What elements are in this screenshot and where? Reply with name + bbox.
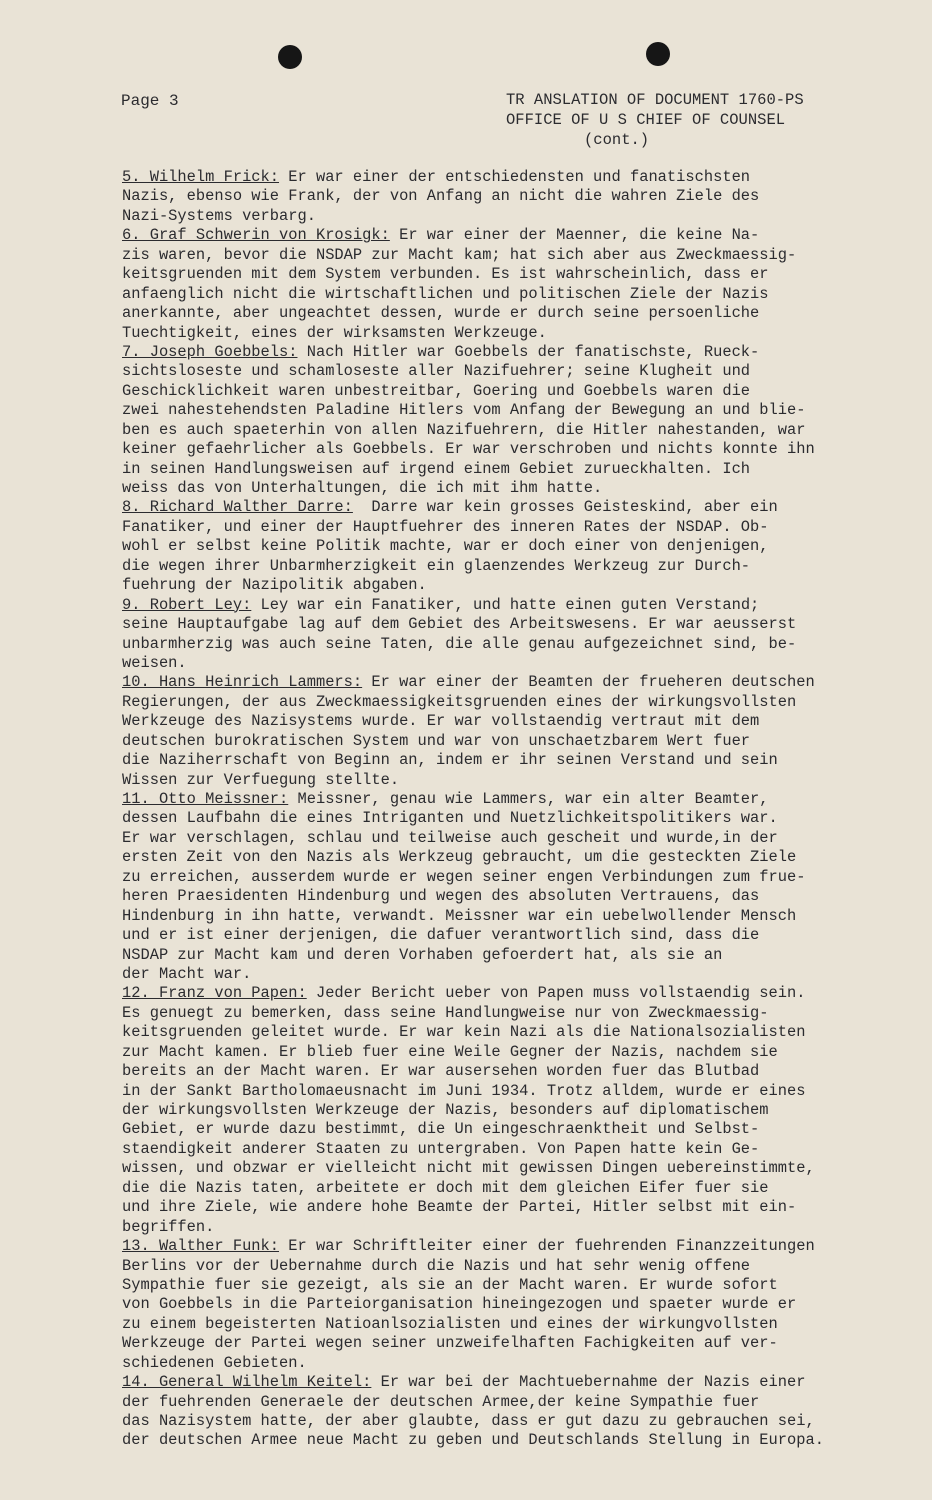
text-segment: Werkzeuge der Partei wegen seiner unzweifelhaften Fachigkeiten auf ver- [122,1334,778,1353]
text-line [122,615,862,634]
text-segment: Darre war kein grosses Geisteskind, aber ein [352,498,778,517]
text-line [122,829,862,848]
text-line [122,246,862,265]
text-line [122,537,862,556]
text-line [122,809,862,828]
text-line [122,1120,862,1139]
text-line [122,848,862,867]
text-line [122,421,862,440]
text-line [122,1140,862,1159]
text-line [122,226,862,245]
text-segment: der Macht war. [122,964,252,983]
text-segment: der deutschen Armee neue Macht zu geben und Deutschlands Stellung in Europa. [122,1431,824,1450]
text-segment: der fuehrenden Generaele der deutschen Armee,der keine Sympathie fuer [122,1392,760,1411]
text-segment: von Goebbels in die Parteiorganisation hineingezogen und spaeter wurde er [122,1295,797,1314]
text-line [122,1237,862,1256]
text-line [122,518,862,537]
text-segment: Es genuegt zu bemerken, dass seine Handlungweise nur von Zweckmaessig- [122,1003,769,1022]
text-line [122,596,862,615]
section-heading: 8. Richard Walther Darre: [122,498,353,517]
text-segment: zur Macht kamen. Er blieb fuer eine Weile Gegner der Nazis, nachdem sie [122,1042,778,1061]
text-line [122,1218,862,1237]
text-line [122,440,862,459]
text-segment: Er war einer der Maenner, die keine Na- [389,226,760,245]
text-segment: weiss das von Unterhaltungen, die ich mit ihm hatte. [122,479,603,497]
section-heading: 5. Wilhelm Frick: [122,168,280,186]
text-segment: staendigkeit anderer Staaten zu untergraben. Von Papen hatte kein Ge- [122,1139,760,1158]
text-segment: zu einem begeisterten Natioanlsozialisten und eines der wirkungvollsten [122,1314,778,1333]
text-segment: Er war einer der entschiedensten und fanatischsten [279,168,751,186]
text-line [122,887,862,906]
text-line [122,965,862,984]
text-line [122,1004,862,1023]
text-line [122,1412,862,1431]
text-segment: ben es auch spaeterhin von allen Nazifuehrern, die Hitler nahestanden, war [122,420,806,439]
text-line [122,1023,862,1042]
text-line [122,168,862,187]
section-heading: 9. Robert Ley: [122,595,252,614]
text-segment: Wissen zur Verfuegung stellte. [122,770,400,789]
text-segment: keitsgruenden geleitet wurde. Er war kein Nazi als die Nationalsozialisten [122,1023,806,1042]
text-line [122,382,862,401]
text-line [122,771,862,790]
section-heading: 12. Franz von Papen: [122,984,307,1003]
text-segment: bereits an der Macht waren. Er war ausersehen worden fuer das Blutbad [122,1062,760,1081]
text-segment: der wirkungsvollsten Werkzeuge der Nazis, besonders auf diplomatischem [122,1101,769,1119]
section-heading: 6. Graf Schwerin von Krosigk: [122,226,390,245]
text-segment: heren Praesidenten Hindenburg und wegen des absoluten Vertrauens, das [122,887,760,906]
text-segment: seine Hauptaufgabe lag auf dem Gebiet des Arbeitswesens. Er war aeusserst [122,615,797,634]
text-line [122,868,862,887]
punch-hole-left [278,45,302,69]
text-segment: Regierungen, der aus Zweckmaessigkeitsgruenden eines der wirkungsvollsten [122,692,797,711]
text-line [122,1334,862,1353]
text-line [122,187,862,206]
text-segment: zwei nahestehendsten Paladine Hitlers vom Anfang der Bewegung an und blie- [122,401,806,420]
text-line [122,1159,862,1178]
text-segment: Meissner, genau wie Lammers, war ein alter Beamter, [288,790,769,808]
text-segment: Nach Hitler war Goebbels der fanatischste, Rueck- [297,342,760,361]
text-segment: Werkzeuge des Nazisystems wurde. Er war vollstaendig vertraut mit dem [122,712,760,731]
header-title-line2: OFFICE OF U S CHIEF OF COUNSEL [506,111,786,129]
text-segment: in der Sankt Bartholomaeusnacht im Juni 1934. Trotz alldem, wurde er eines [122,1081,806,1100]
text-line [122,673,862,692]
text-segment: in seinen Handlungsweisen auf irgend einem Gebiet zurueckhalten. Ich [122,459,751,478]
text-segment: schiedenen Gebieten. [122,1353,307,1372]
text-segment: und er ist einer derjenigen, die dafuer verantwortlich sind, dass die [122,926,760,945]
text-line [122,1257,862,1276]
text-segment: keiner gefaehrlicher als Goebbels. Er war verschroben und nichts konnte ihn [122,440,815,459]
text-segment: Tuechtigkeit, eines der wirksamsten Werkzeuge. [122,323,547,342]
text-line [122,693,862,712]
text-segment: dessen Laufbahn die eines Intriganten und Nuetzlichkeitspolitikers war. [122,809,778,828]
text-line [122,790,862,809]
text-line [122,1431,862,1450]
text-segment: Fanatiker, und einer der Hauptfuehrer des inneren Rates der NSDAP. Ob- [122,517,769,536]
text-line [122,1354,862,1373]
text-segment: Er war einer der Beamten der frueheren deutschen [362,673,815,692]
text-segment: anerkannte, aber ungeachtet dessen, wurde er durch seine persoenliche [122,304,760,323]
text-segment: anfaenglich nicht die wirtschaftlichen und politischen Ziele der Nazis [122,284,769,303]
text-line [122,907,862,926]
text-line [122,479,862,498]
text-line [122,1295,862,1314]
text-line [122,732,862,751]
text-line [122,1393,862,1412]
section-heading: 11. Otto Meissner: [122,790,289,808]
text-segment: Berlins vor der Uebernahme durch die Nazis und hat sehr wenig offene [122,1256,751,1275]
document-header [506,90,804,150]
text-line [122,1082,862,1101]
text-line [122,751,862,770]
section-heading: 7. Joseph Goebbels: [122,342,298,361]
text-segment: weisen. [122,653,187,672]
text-segment: unbarmherzig was auch seine Taten, die alle genau aufgezeichnet sind, be- [122,634,797,653]
text-segment: und ihre Ziele, wie andere hohe Beamte der Partei, Hitler selbst mit ein- [122,1198,797,1217]
text-segment: zu erreichen, ausserdem wurde er wegen seiner engen Verbindungen zum frue- [122,867,806,886]
text-segment: Ley war ein Fanatiker, und hatte einen guten Verstand; [251,595,760,614]
text-line [122,712,862,731]
text-line [122,401,862,420]
text-line [122,654,862,673]
text-segment: sichtsloseste und schamloseste aller Nazifuehrer; seine Klugheit und [122,362,751,381]
text-segment: zis waren, bevor die NSDAP zur Macht kam; hat sich aber aus Zweckmaessig- [122,245,797,264]
text-line [122,576,862,595]
text-line [122,557,862,576]
text-line [122,324,862,343]
text-line [122,1198,862,1217]
text-line [122,285,862,304]
text-line [122,362,862,381]
text-segment: keitsgruenden mit dem System verbunden. Es ist wahrscheinlich, dass er [122,265,769,284]
section-heading: 10. Hans Heinrich Lammers: [122,673,363,692]
text-line [122,1101,862,1120]
text-segment: Geschicklichkeit waren unbestreitbar, Goering und Goebbels waren die [122,381,751,400]
header-title-line3: (cont.) [584,131,650,149]
text-segment: begriffen. [122,1217,215,1236]
text-segment: Er war bei der Machtuebernahme der Nazis einer [371,1373,806,1392]
text-segment: die wegen ihrer Unbarmherzigkeit ein glaenzendes Werkzeug zur Durch- [122,556,751,575]
text-segment: deutschen burokratischen System und war von unschaetzbarem Wert fuer [122,731,751,750]
text-segment: Er war Schriftleiter einer der fuehrenden Finanzzeitungen [279,1237,815,1256]
document-body [122,168,862,1451]
text-segment: die die Nazis taten, arbeitete er doch mit dem gleichen Eifer fuer sie [122,1178,769,1197]
text-line [122,304,862,323]
header-title-line1: TR ANSLATION OF DOCUMENT 1760-PS [506,91,804,109]
text-line [122,946,862,965]
text-segment: Nazis, ebenso wie Frank, der von Anfang an nicht die wahren Ziele des [122,187,760,206]
text-segment: wohl er selbst keine Politik machte, war er doch einer von denjenigen, [122,537,769,556]
text-line [122,1373,862,1392]
text-segment: wissen, und obzwar er vielleicht nicht mit gewissen Dingen uebereinstimmte, [122,1159,815,1178]
text-line [122,265,862,284]
text-line [122,635,862,654]
text-segment: fuehrung der Nazipolitik abgaben. [122,576,427,595]
text-segment: Hindenburg in ihn hatte, verwandt. Meissner war ein uebelwollender Mensch [122,906,797,925]
text-line [122,207,862,226]
text-line [122,498,862,517]
text-line [122,984,862,1003]
text-line [122,1062,862,1081]
section-heading: 13. Walther Funk: [122,1237,280,1256]
text-segment: Jeder Bericht ueber von Papen muss vollstaendig sein. [306,984,806,1003]
punch-hole-right [646,42,670,66]
section-heading: 14. General Wilhelm Keitel: [122,1373,372,1392]
text-segment: ersten Zeit von den Nazis als Werkzeug gebraucht, um die gesteckten Ziele [122,848,797,867]
page-number: Page 3 [121,92,179,110]
text-line [122,1179,862,1198]
text-line [122,343,862,362]
text-segment: die Naziherrschaft von Beginn an, indem er ihr seinen Verstand und sein [122,751,778,770]
text-segment: Gebiet, er wurde dazu bestimmt, die Un eingeschraenktheit und Selbst- [122,1120,760,1139]
text-segment: Er war verschlagen, schlau und teilweise auch gescheit und wurde,in der [122,828,778,847]
text-line [122,926,862,945]
text-segment: das Nazisystem hatte, der aber glaubte, dass er gut dazu zu gebrauchen sei, [122,1412,815,1430]
text-segment: Nazi-Systems verbarg. [122,206,316,225]
text-segment: Sympathie fuer sie gezeigt, als sie an der Macht waren. Er wurde sofort [122,1275,778,1294]
text-line [122,1315,862,1334]
text-line [122,460,862,479]
text-line [122,1043,862,1062]
text-line [122,1276,862,1295]
text-segment: NSDAP zur Macht kam und deren Vorhaben gefoerdert hat, als sie an [122,945,723,964]
